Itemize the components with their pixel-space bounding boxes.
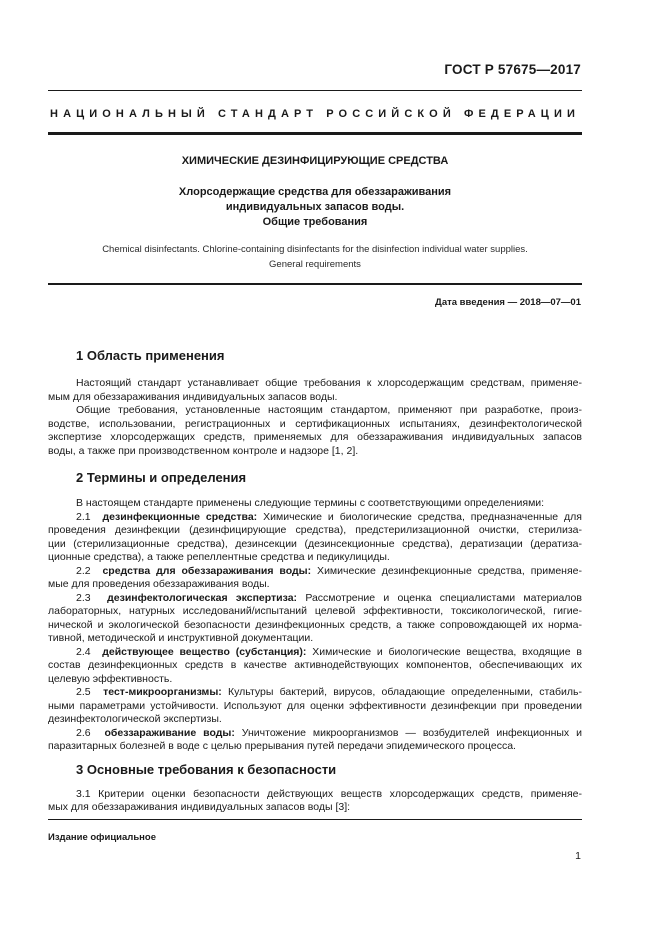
footer-divider [48,819,582,820]
text-line: целевую эффективность. [48,673,173,685]
section-3-heading: 3 Основные требования к безопасности [76,762,337,777]
english-title [48,242,582,272]
text-line: ционные средства), а также репеллентные средства и педикулициды. [48,551,390,563]
section-1-heading: 1 Область применения [76,348,225,363]
english-title-line: Chemical disinfectants. Chlorine-containing disinfectants for the disinfection individual water supplies. [102,244,528,255]
banner-divider [48,132,582,135]
text-line: тивной, методической и инструктивной документации. [48,632,314,644]
term-2-4: 2.4 действующее вещество (субстанция): Химические и биологические вещества, входящие в [76,646,582,658]
document-title: ХИМИЧЕСКИЕ ДЕЗИНФИЦИРУЮЩИЕ СРЕДСТВА [181,155,449,167]
subtitle-line: Общие требования [262,216,368,228]
section-2-heading: 2 Термины и определения [76,470,247,485]
subtitle-line: индивидуальных запасов воды. [225,201,405,213]
title-divider [48,283,582,285]
subtitle-line: Хлорсодержащие средства для обеззараживания [178,186,452,198]
text-line: Общие требования, установленные настоящим стандартом, применяют при разработке, произ- [76,404,582,416]
edition-note: Издание официальное [48,832,156,843]
text-line: мым для обеззараживания индивидуальных запасов воды. [48,391,338,403]
text-line: дезинфектологической экспертизы. [48,713,222,725]
national-standard-banner: НАЦИОНАЛЬНЫЙ СТАНДАРТ РОССИЙСКОЙ ФЕДЕРАЦИИ [50,108,580,120]
text-line: 3.1 Критерии оценки безопасности действующих веществ хлорсодержащих средств, применяе- [76,788,582,800]
term-2-5: 2.5 тест-микроорганизмы: Культуры бактерий, вирусов, обладающие определенными, стабиль- [76,686,582,698]
text-line: мых для обеззараживания индивидуальных запасов воды [3]: [48,801,351,813]
term-2-3: 2.3 дезинфектологическая экспертиза: Рассмотрение и оценка специалистами материалов [76,592,582,604]
text-line: ными параметрами устойчивости. Используют для оценки эффективности дезинфекции при проведении [48,700,582,712]
text-line: Настоящий стандарт устанавливает общие требования к хлорсодержащим средствам, применяе- [76,377,582,389]
document-code: ГОСТ Р 57675—2017 [444,62,581,77]
text-line: проведения дезинфекции (дезинфицирующие средства), предстерилизационной очистки, стерилиза- [48,524,582,536]
text-line: экспертизе хлорсодержащих средств, применяемых для обеззараживания индивидуальных запасов [48,431,582,443]
text-line: ции (стерилизационные средства), дезинсекции (дезинсекционные средства), дератизации (дератиза- [48,538,582,550]
text-line: воды, а также при производственном контроле и надзоре [1, 2]. [48,445,359,457]
text-line: состав дезинфекционных средств в качестве активнодействующих компонентов, обеспечивающих их [48,659,582,671]
text-line: нической и экологической безопасности дезинфекционных средств, а также сопровождающей их норма- [48,619,582,631]
text-line: водстве, использовании, регистрационных и сертификационных испытаниях, дезинфектологической [48,418,582,430]
text-line: паразитарных болезней в воде с целью прерывания путей передачи эпидемического процесса. [48,740,516,752]
text-line: мые для проведения обеззараживания воды. [48,578,270,590]
document-subtitle [48,185,582,230]
term-2-2: 2.2 средства для обеззараживания воды: Химические дезинфекционные средства, применяе- [76,565,582,577]
term-2-6: 2.6 обеззараживание воды: Уничтожение микроорганизмов — возбудителей инфекционных и [76,727,582,739]
effective-date: Дата введения — 2018—07—01 [435,297,581,308]
term-2-1: 2.1 дезинфекционные средства: Химические и биологические средства, предназначенные для [76,511,582,523]
top-divider [48,90,582,91]
english-title-line: General requirements [269,259,361,270]
text-line: В настоящем стандарте применены следующие термины с соответствующими определениями: [76,497,545,509]
text-line: лабораторных, натурных исследований/испытаний целевой эффективности, токсикологической, гигие- [48,605,582,617]
page-number: 1 [575,850,581,862]
